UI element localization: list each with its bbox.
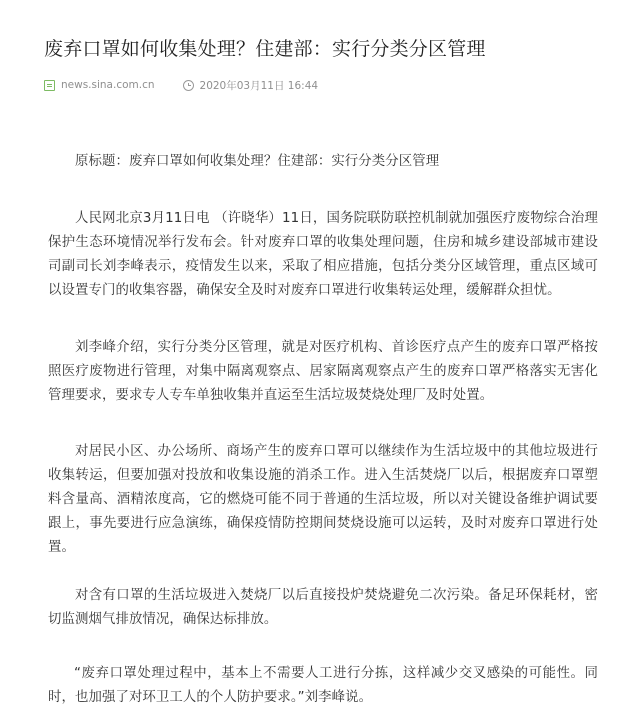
article-paragraph-5: “废弃口罩处理过程中，基本上不需要人工进行分拣，这样减少交叉感染的可能性。同时，也加强了对环卫工人的个人防护要求。”刘李峰说。 [48,666,598,706]
article-paragraph-2: 刘李峰介绍，实行分类分区管理，就是对医疗机构、首诊医疗点产生的废弃口罩严格按照医疗废物进行管理，对集中隔离观察点、居家隔离观察点产生的废弃口罩严格落实无害化管理要求，要求专人专车单独收集并直运至生活垃圾焚烧处理厂及时处置。 [48,340,598,404]
publish-time: 2020年03月11日 16:44 [199,79,319,92]
source-icon [44,80,55,91]
article-paragraph-3: 对居民小区、办公场所、商场产生的废弃口罩可以继续作为生活垃圾中的其他垃圾进行收集转运，但要加强对投放和收集设施的消杀工作。进入生活焚烧厂以后，根据废弃口罩塑料含量高、酒精浓度高，它的燃烧可能不同于普通的生活垃圾，所以对关键设备维护调试要跟上，事先要进行应急演练，确保疫情防控期间焚烧设施可以运转，及时对废弃口罩进行处置。 [48,444,598,556]
source-link[interactable]: news.sina.com.cn [61,79,155,91]
article-paragraph-1: 人民网北京3月11日电 （许晓华）11日，国务院联防联控机制就加强医疗废物综合治理保护生态环境情况举行发布会。针对废弃口罩的收集处理问题，住房和城乡建设部城市建设司副司长刘李峰表示，疫情发生以来，采取了相应措施，包括分类分区域管理，重点区域可以设置专门的收集容器，确保安全及时对废弃口罩进行收集转运处理，缓解群众担忧。 [48,211,598,299]
clock-icon [183,80,194,91]
article-paragraph-4: 对含有口罩的生活垃圾进入焚烧厂以后直接投炉焚烧避免二次污染。备足环保耗材，密切监测烟气排放情况，确保达标排放。 [48,588,598,628]
article-title: 废弃口罩如何收集处理？住建部：实行分类分区管理 [44,38,486,60]
article-meta [44,76,318,94]
original-title-paragraph: 原标题：废弃口罩如何收集处理？住建部：实行分类分区管理 [75,154,440,170]
